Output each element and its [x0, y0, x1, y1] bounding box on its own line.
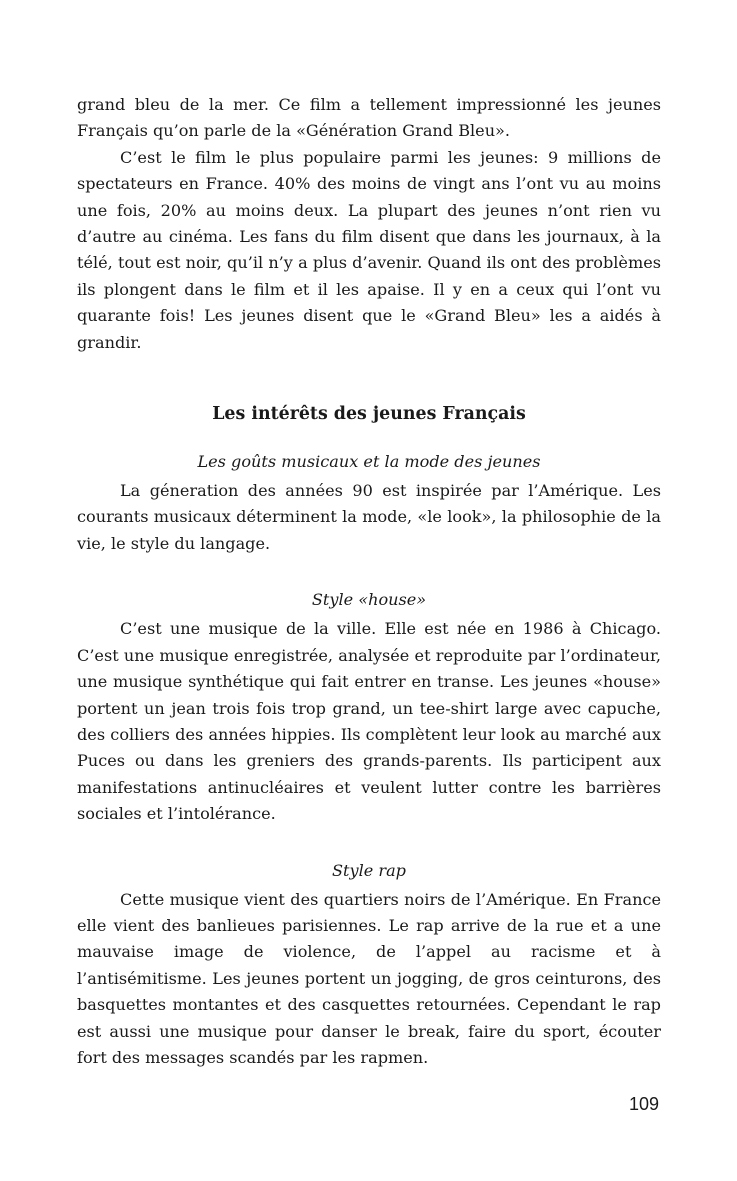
page-number: 109	[628, 1094, 659, 1114]
intro-paragraph-popularity: C’est le film le plus populaire parmi les jeunes: 9 millions de spectateurs en France. 40% des moins de vingt ans l’ont vu au moins une fois, 20% au moins deux. La plupart des jeunes n’ont rien vu d’autre au cinéma. Les fans du film disent que dans les journaux, à la télé, tout est noir, qu’il n’y a plus d’avenir. Quand ils ont des problèmes ils plongent dans le film et il les apaise. Il y en a ceux qui l’ont vu quarante fois! Les jeunes disent que le «Grand Bleu» les a aidés à grandir.	[77, 147, 661, 352]
subtitle-musique: Les goûts musicaux et la mode des jeunes	[197, 452, 541, 472]
subtitle-house: Style «house»	[311, 590, 427, 610]
page-body	[77, 92, 661, 1071]
intro-paragraph-continued: grand bleu de la mer. Ce film a tellement impressionné les jeunes Français qu’on parle de la «Génération Grand Bleu».	[77, 95, 661, 141]
paragraph-house: C’est une musique de la ville. Elle est née en 1986 à Chicago. C’est une musique enregistrée, analysée et reproduite par l’ordinateur, une musique synthétique qui fait entrer en transe. Les jeunes «house» portent un jean trois fois trop grand, un tee-shirt large avec capuche, des colliers des années hippies. Ils complètent leur look au marché aux Puces ou dans les greniers des grands-parents. Ils participent aux manifestations antinucléaires et veulent lutter contre les barrières sociales et l’intolérance.	[77, 619, 661, 824]
paragraph-rap: Cette musique vient des quartiers noirs de l’Amérique. En France elle vient des banlieues parisiennes. Le rap arrive de la rue et a une mauvaise image de violence, de l’appel au racisme et à l’antisémitisme. Les jeunes portent un jogging, de gros ceinturons, des basquettes montantes et des casquettes retournées. Cependant le rap est aussi une musique pour danser le break, faire du sport, écouter fort des messages scandés par les rapmen.	[77, 889, 661, 1067]
subtitle-rap: Style rap	[332, 860, 406, 880]
section-title: Les intérêts des jeunes Français	[212, 404, 526, 425]
paragraph-musique: La géneration des années 90 est inspirée par l’Amérique. Les courants musicaux déterminent la mode, «le look», la philosophie de la vie, le style du langage.	[77, 481, 661, 553]
